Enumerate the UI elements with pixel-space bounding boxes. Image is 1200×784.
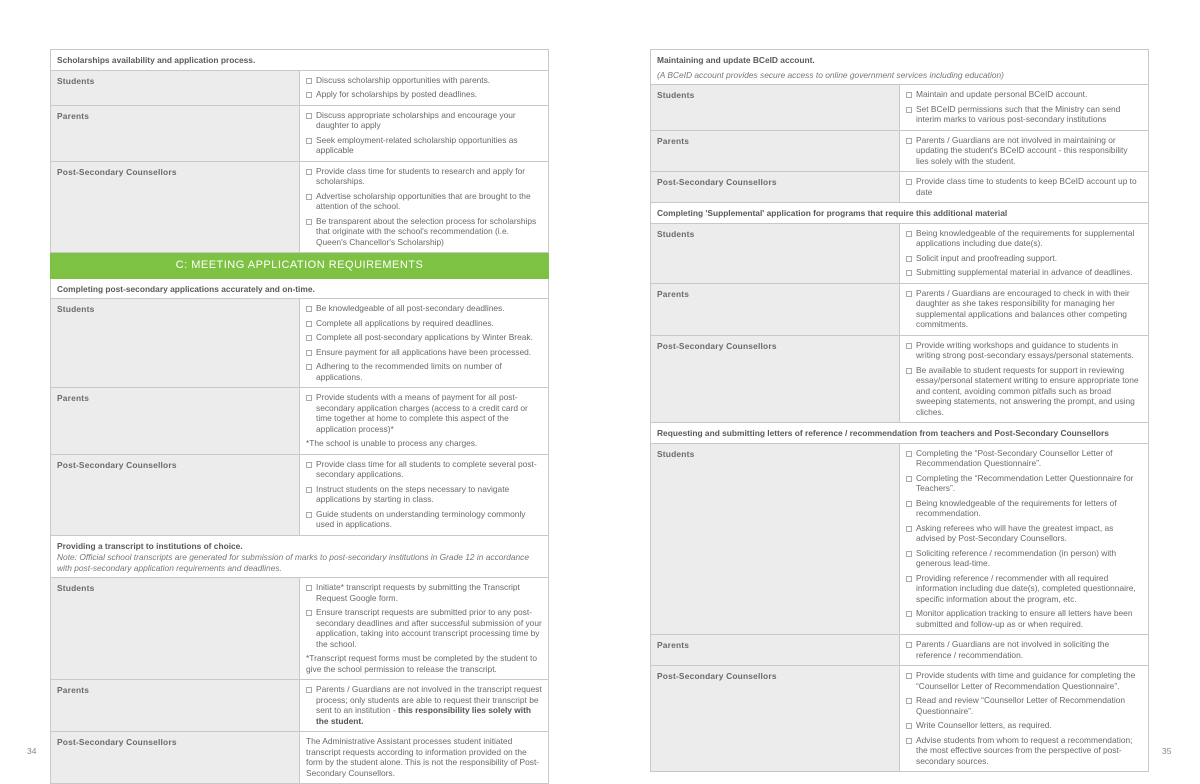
checkbox-icon: [306, 350, 312, 356]
checkbox-icon: [306, 687, 312, 693]
item-text: Provide class time for students to research and apply for scholarships.: [316, 165, 526, 186]
table-row: [651, 283, 1149, 335]
responsibilities-cell: [300, 680, 549, 732]
checkbox-icon: [906, 179, 912, 185]
section-title: Scholarships availability and application process.: [57, 55, 256, 65]
checkbox-icon: [306, 194, 312, 200]
item-text: Providing reference / recommender with all required information including due date(s), completed questionnaire, specific information about the program, etc.: [916, 572, 1136, 604]
role-label-students: Students: [51, 578, 300, 680]
checkbox-icon: [306, 610, 312, 616]
checklist-item: [906, 176, 1142, 197]
banner-row: [51, 253, 549, 279]
checkbox-icon: [906, 673, 912, 679]
responsibilities-cell: [300, 388, 549, 455]
table-row: [51, 388, 549, 455]
item-text: Initiate* transcript requests by submitting the Transcript Request Google form.: [316, 582, 520, 603]
item-text: Apply for scholarships by posted deadlines.: [316, 89, 478, 99]
responsibilities-cell: [300, 299, 549, 388]
checkbox-icon: [306, 462, 312, 468]
right-page-table-container: [650, 49, 1149, 772]
responsibilities-cell: [300, 454, 549, 535]
footnote: *The school is unable to process any charges.: [306, 438, 478, 448]
checklist-item: [906, 639, 1142, 660]
responsibilities-cell: [900, 635, 1149, 666]
section-title: Providing a transcript to institutions of choice.: [57, 540, 243, 551]
checkbox-icon: [906, 611, 912, 617]
item-text: Discuss scholarship opportunities with parents.: [316, 74, 491, 85]
checklist-item: [306, 216, 542, 248]
item-text: Seek employment-related scholarship opportunities as applicable: [316, 134, 518, 155]
checklist-item: [906, 608, 1142, 629]
item-text: Discuss appropriate scholarships and encourage your daughter to apply: [316, 109, 516, 130]
checkbox-icon: [906, 368, 912, 374]
section-header-row: [51, 278, 549, 299]
section-note: (A BCeID account provides secure access to online government services including education): [657, 69, 1004, 80]
item-text: Completing the “Post-Secondary Counsellor Letter of Recommendation Questionnaire”.: [916, 447, 1113, 468]
checkbox-icon: [906, 551, 912, 557]
checkbox-icon: [306, 306, 312, 312]
item-text: Advertise scholarship opportunities that are brought to the attention of the school.: [316, 190, 531, 211]
item-text: Parents / Guardians are not involved in the transcript request process; only students are able to request their transcript be sent to an institution -: [316, 684, 542, 715]
checklist-item: [906, 498, 1142, 519]
responsibilities-cell: [900, 223, 1149, 283]
responsibility-paragraph: The Administrative Assistant processes student initiated transcript requests according to information provided on the form by the student alone. This is not the responsibility of Post-Secondary Counsellors.: [306, 736, 540, 778]
checkbox-icon: [306, 364, 312, 370]
item-text: Write Counsellor letters, as required.: [916, 720, 1052, 730]
checkbox-icon: [306, 321, 312, 327]
checkbox-icon: [906, 451, 912, 457]
section-banner: C: MEETING APPLICATION REQUIREMENTS: [51, 253, 549, 279]
checklist-item: [306, 509, 542, 530]
table-row: [51, 578, 549, 680]
section-header: [51, 50, 549, 71]
table-row: [51, 680, 549, 732]
item-text: Completing the “Recommendation Letter Questionnaire for Teachers”.: [916, 472, 1134, 493]
checklist-item: [906, 340, 1142, 361]
checkbox-icon: [306, 395, 312, 401]
checkbox-icon: [906, 738, 912, 744]
item-text: Read and review “Counsellor Letter of Recommendation Questionnaire”.: [916, 695, 1126, 716]
section-note: Note: Official school transcripts are generated for submission of marks to post-secondary institutions in Grade 12 in accordance with post-secondary application requirements and deadlines.: [57, 552, 530, 573]
checklist-item: [906, 573, 1142, 605]
checkbox-icon: [306, 92, 312, 98]
checklist-item: [906, 253, 1142, 264]
role-label-post-secondary-counsellors: Post-Secondary Counsellors: [651, 172, 900, 203]
role-label-post-secondary-counsellors: Post-Secondary Counsellors: [651, 666, 900, 772]
checkbox-icon: [906, 723, 912, 729]
checklist-item: [906, 523, 1142, 544]
checkbox-icon: [306, 487, 312, 493]
item-text: Be knowledgeable of all post-secondary deadlines.: [316, 303, 505, 313]
section-title: Completing 'Supplemental' application for programs that require this additional material: [657, 208, 1008, 218]
checkbox-icon: [906, 343, 912, 349]
page-number-left: 34: [27, 746, 37, 756]
role-label-post-secondary-counsellors: Post-Secondary Counsellors: [651, 335, 900, 423]
checklist-item: [906, 104, 1142, 125]
checklist-item: [306, 75, 542, 86]
section-header-row: [651, 50, 1149, 85]
checkbox-icon: [306, 138, 312, 144]
role-label-students: Students: [51, 299, 300, 388]
checklist-item: [306, 459, 542, 480]
item-text: Provide class time to students to keep BCeID account up to date: [916, 176, 1137, 197]
checkbox-icon: [306, 169, 312, 175]
checklist-item: [306, 135, 542, 156]
role-label-students: Students: [651, 223, 900, 283]
role-label-post-secondary-counsellors: Post-Secondary Counsellors: [51, 161, 300, 253]
checkbox-icon: [306, 512, 312, 518]
responsibilities-cell: [300, 105, 549, 161]
responsibilities-cell: [900, 666, 1149, 772]
checklist-item: [306, 166, 542, 187]
section-header-row: [51, 535, 549, 578]
item-text: Set BCeID permissions such that the Ministry can send interim marks to various post-secondary institutions: [916, 103, 1121, 124]
checklist-item: [306, 582, 542, 603]
item-text: Guide students on understanding terminology commonly used in applications.: [316, 508, 526, 529]
checkbox-icon: [306, 335, 312, 341]
responsibilities-cell: [900, 130, 1149, 172]
checkbox-icon: [906, 501, 912, 507]
table-row: [651, 666, 1149, 772]
checkbox-icon: [906, 476, 912, 482]
section-header-row: [651, 423, 1149, 444]
checkbox-icon: [906, 256, 912, 262]
checklist-item: [906, 670, 1142, 691]
checkbox-icon: [906, 698, 912, 704]
role-label-students: Students: [651, 85, 900, 131]
item-text: Instruct students on the steps necessary to navigate applications by starting in class.: [316, 483, 510, 504]
checklist-item: [906, 720, 1142, 731]
section-title: Completing post-secondary applications accurately and on-time.: [57, 283, 315, 294]
checklist-item: [306, 89, 542, 100]
checkbox-icon: [906, 138, 912, 144]
item-text: Provide students with time and guidance for completing the “Counsellor Letter of Recommendation Questionnaire”.: [916, 670, 1136, 691]
role-label-parents: Parents: [651, 635, 900, 666]
left-page-table-container: [50, 49, 549, 784]
checklist-item: [906, 695, 1142, 716]
item-text: Ensure payment for all applications have been processed.: [316, 346, 532, 357]
item-text: Solicit input and proofreading support.: [916, 252, 1058, 263]
table-row: [651, 172, 1149, 203]
checklist-item: [906, 267, 1142, 278]
section-header: [51, 278, 549, 299]
role-label-students: Students: [51, 70, 300, 105]
responsibility-table: [50, 49, 549, 784]
checklist-item: [306, 361, 542, 382]
item-text: Maintain and update personal BCeID account.: [916, 89, 1088, 99]
responsibilities-cell: [900, 283, 1149, 335]
checklist-item: [906, 548, 1142, 569]
section-title: Requesting and submitting letters of reference / recommendation from teachers and Post-Secondary Counsellors: [657, 428, 1109, 438]
responsibilities-cell: [300, 161, 549, 253]
responsibilities-cell: [900, 85, 1149, 131]
item-text: Complete all applications by required deadlines.: [316, 317, 494, 328]
item-text: Provide class time for all students to complete several post-secondary applications.: [316, 458, 537, 479]
item-text: Being knowledgeable of the requirements for supplemental applications including due date(s).: [916, 227, 1135, 248]
section-header: [651, 423, 1149, 444]
checkbox-icon: [906, 231, 912, 237]
section-header: [651, 50, 1149, 85]
item-text: Submitting supplemental material in advance of deadlines.: [916, 267, 1133, 277]
checkbox-icon: [906, 92, 912, 98]
item-text: Complete all post-secondary applications by Winter Break.: [316, 332, 533, 342]
item-text: Provide writing workshops and guidance to students in writing strong post-secondary essays/personal statements.: [916, 339, 1134, 360]
role-label-parents: Parents: [651, 283, 900, 335]
checkbox-icon: [906, 270, 912, 276]
checklist-item: [906, 473, 1142, 494]
table-row: [51, 299, 549, 388]
item-text: Provide students with a means of payment for all post-secondary application charges (access to a credit card or time together at home to complete this aspect of the application process)*: [316, 392, 528, 434]
checklist-item: [906, 89, 1142, 100]
section-header: [51, 535, 549, 578]
item-text: Asking referees who will have the greatest impact, as advised by Post-Secondary Counsellors.: [916, 522, 1114, 543]
responsibilities-cell: [900, 443, 1149, 635]
checklist-item: [906, 365, 1142, 418]
checklist-item: [306, 607, 542, 649]
item-text: Adhering to the recommended limits on number of applications.: [316, 361, 502, 382]
checklist-item: [906, 228, 1142, 249]
checklist-item: [306, 110, 542, 131]
item-text: Parents / Guardians are not involved in soliciting the reference / recommendation.: [916, 639, 1110, 660]
responsibility-table: [650, 49, 1149, 772]
checkbox-icon: [906, 526, 912, 532]
table-row: [651, 635, 1149, 666]
checkbox-icon: [906, 576, 912, 582]
item-text: Monitor application tracking to ensure all letters have been submitted and follow-up as or when required.: [916, 608, 1133, 629]
table-row: [651, 85, 1149, 131]
role-label-parents: Parents: [51, 388, 300, 455]
footnote: *Transcript request forms must be completed by the student to give the school permission to release the transcript.: [306, 653, 538, 674]
section-header-row: [51, 50, 549, 71]
item-emphasis: this responsibility lies solely with the student.: [316, 705, 532, 726]
table-row: [651, 335, 1149, 423]
role-label-post-secondary-counsellors: Post-Secondary Counsellors: [51, 454, 300, 535]
item-text: Be available to student requests for support in reviewing essay/personal statement writing to ensure appropriate tone and content, avoiding common pitfalls such as broad sweeping statements, not answering the prompt, and using cliches.: [916, 364, 1139, 417]
checklist-item: [906, 448, 1142, 469]
item-text: Soliciting reference / recommendation (in person) with generous lead-time.: [916, 547, 1117, 568]
checkbox-icon: [906, 642, 912, 648]
table-row: [651, 443, 1149, 635]
checklist-item: [306, 303, 542, 314]
item-text: Be transparent about the selection process for scholarships that originate with the school's recommendation (i.e. Queen's Chancellor's Scholarship): [316, 215, 537, 247]
responsibilities-cell: [300, 578, 549, 680]
table-row: [51, 454, 549, 535]
item-text: Being knowledgeable of the requirements for letters of recommendation.: [916, 497, 1117, 518]
section-header-row: [651, 203, 1149, 224]
checklist-item: [906, 735, 1142, 767]
checklist-item: [306, 484, 542, 505]
checkbox-icon: [306, 219, 312, 225]
checkbox-icon: [906, 107, 912, 113]
role-label-post-secondary-counsellors: Post-Secondary Counsellors: [51, 732, 300, 784]
checkbox-icon: [306, 78, 312, 84]
item-text: Parents / Guardians are not involved in maintaining or updating the student's BCeID account - this responsibility lies solely with the student.: [916, 134, 1128, 166]
responsibilities-cell: [900, 335, 1149, 423]
role-label-parents: Parents: [51, 680, 300, 732]
checklist-item: [306, 191, 542, 212]
section-header: [651, 203, 1149, 224]
checkbox-icon: [306, 585, 312, 591]
checkbox-icon: [906, 291, 912, 297]
item-text: Ensure transcript requests are submitted prior to any post-secondary deadlines and after successful submission of your application, taking into account transcript processing time by the school.: [316, 607, 542, 649]
responsibilities-cell: [300, 70, 549, 105]
table-row: [51, 161, 549, 253]
role-label-parents: Parents: [51, 105, 300, 161]
checklist-item: [306, 347, 542, 358]
checklist-item: [306, 332, 542, 343]
responsibilities-cell: [900, 172, 1149, 203]
checklist-item: [306, 684, 542, 726]
checklist-item: [906, 288, 1142, 330]
checkbox-icon: [306, 113, 312, 119]
item-text: Parents / Guardians are encouraged to check in with their daughter as she takes responsibility for managing her supplemental applications and balances other competing commitments.: [916, 287, 1130, 329]
table-row: [651, 130, 1149, 172]
role-label-parents: Parents: [651, 130, 900, 172]
role-label-students: Students: [651, 443, 900, 635]
table-row: [51, 70, 549, 105]
table-row: [51, 105, 549, 161]
table-row: [651, 223, 1149, 283]
page-number-right: 35: [1162, 746, 1172, 756]
checklist-item: [906, 135, 1142, 167]
checklist-item: [306, 392, 542, 434]
item-text: Advise students from whom to request a recommendation; the most effective sources from the perspective of post-secondary sources.: [916, 734, 1133, 766]
checklist-item: [306, 318, 542, 329]
section-title: Maintaining and update BCeID account.: [657, 55, 815, 65]
